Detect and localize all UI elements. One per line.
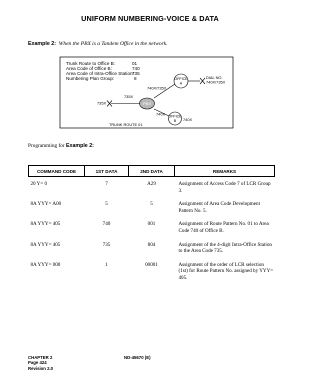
- table-header-row: [29, 166, 275, 177]
- table-row: [29, 262, 275, 289]
- footer-revision: Revision 2.0: [28, 365, 54, 371]
- info-label-numbering-plan: Numbering Plan Group:: [66, 76, 115, 81]
- header-command-code: COMMAND CODE: [29, 166, 85, 177]
- cell-remarks: Assignment of Area Code Development Pattern No. 5.: [178, 201, 260, 214]
- command-table: [28, 165, 275, 289]
- cell-command-code: 20 Y= 0: [30, 181, 48, 187]
- cell-2nd-data: 804: [147, 241, 156, 248]
- cell-remarks: Assignment of Route Pattern No. 01 to Area Code 740 of Office B.: [178, 221, 269, 234]
- dial-no-label: DIAL NO.: [206, 75, 223, 80]
- cell-command-code: 8A YYY= 405: [30, 241, 61, 248]
- office-a-label: OFFICE: [174, 77, 188, 81]
- num-office-b: 740X: [183, 117, 193, 122]
- cell-remarks: Assignment of the order of LCR selection (1st) for Route Pattern No. assigned by YYY= 405.: [178, 261, 274, 281]
- station-icon-right: [200, 78, 205, 84]
- cell-1st-data: 7: [105, 181, 108, 187]
- office-a-node: [174, 74, 188, 88]
- example-label: Example 2:: [28, 41, 56, 47]
- cell-remarks: Assignment of the 4-digit Intra-Office Station to the Area Code 735.: [178, 241, 272, 255]
- footer-page: Page 424: [28, 360, 47, 366]
- office-b-letter: B: [173, 119, 177, 123]
- num-pbx-office-b: 740X: [156, 111, 166, 117]
- trunk-route-label: TRUNK ROUTE 01: [109, 122, 143, 127]
- cell-2nd-data: 001: [147, 221, 156, 228]
- table-row: [29, 201, 275, 221]
- cell-command-code: 8A YYY= 000: [30, 261, 61, 268]
- num-left-pbx: 735X: [124, 94, 134, 99]
- table-row: [29, 242, 275, 262]
- header-1st-data: 1ST DATA: [85, 166, 129, 177]
- programming-heading: [28, 143, 94, 149]
- info-value-intra-office: 735: [132, 71, 140, 76]
- pbx-label: PBX: [142, 101, 152, 106]
- cell-1st-data: 1: [105, 261, 108, 268]
- office-b-label: OFFICE: [168, 114, 182, 119]
- num-pbx-office-a: 740X/735X: [147, 85, 167, 91]
- dial-no-value: 740X/735X: [206, 79, 226, 85]
- info-label-area-code-b: Area Code of Office B:: [66, 66, 112, 71]
- table-row: [29, 177, 275, 202]
- example-text: When the PBX is a Tandem Office in the network.: [58, 41, 168, 47]
- footer-doc-number: ND-45670 (E): [124, 355, 151, 360]
- info-label-intra-office: Area Code of Intra-Office Station:: [66, 71, 134, 76]
- cell-1st-data: 735: [102, 241, 111, 248]
- info-value-area-code-b: 740: [132, 66, 140, 71]
- header-2nd-data: 2ND DATA: [129, 166, 175, 177]
- num-left-station: 735X: [97, 100, 107, 106]
- office-b-node: [168, 112, 182, 125]
- programming-prefix: Programming for: [28, 143, 65, 149]
- info-label-trunk-route: Trunk Route to Office B:: [66, 61, 116, 66]
- cell-1st-data: 740: [102, 221, 111, 228]
- network-diagram: [0, 0, 300, 140]
- info-value-numbering-plan: 8: [134, 76, 137, 81]
- table-row: [29, 221, 275, 241]
- footer-chapter: CHAPTER 2: [28, 355, 53, 360]
- programming-label: Example 2:: [65, 143, 94, 149]
- cell-command-code: 8A YYY= A00: [30, 201, 62, 208]
- office-a-letter: A: [179, 81, 183, 86]
- cell-1st-data: 5: [105, 201, 108, 208]
- footer-left: [28, 355, 53, 371]
- cell-command-code: 8A YYY= 405: [30, 221, 61, 228]
- cell-2nd-data: 5: [150, 201, 153, 208]
- header-remarks: REMARKS: [175, 166, 275, 177]
- cell-remarks: Assignment of Access Code 7 of LCR Group 3.: [178, 181, 271, 194]
- page-title: UNIFORM NUMBERING-VOICE & DATA: [81, 14, 219, 23]
- pbx-node: [140, 98, 155, 109]
- info-value-trunk-route: 01: [132, 61, 138, 66]
- cell-2nd-data: A29: [147, 181, 156, 187]
- cell-2nd-data: 00001: [145, 261, 158, 268]
